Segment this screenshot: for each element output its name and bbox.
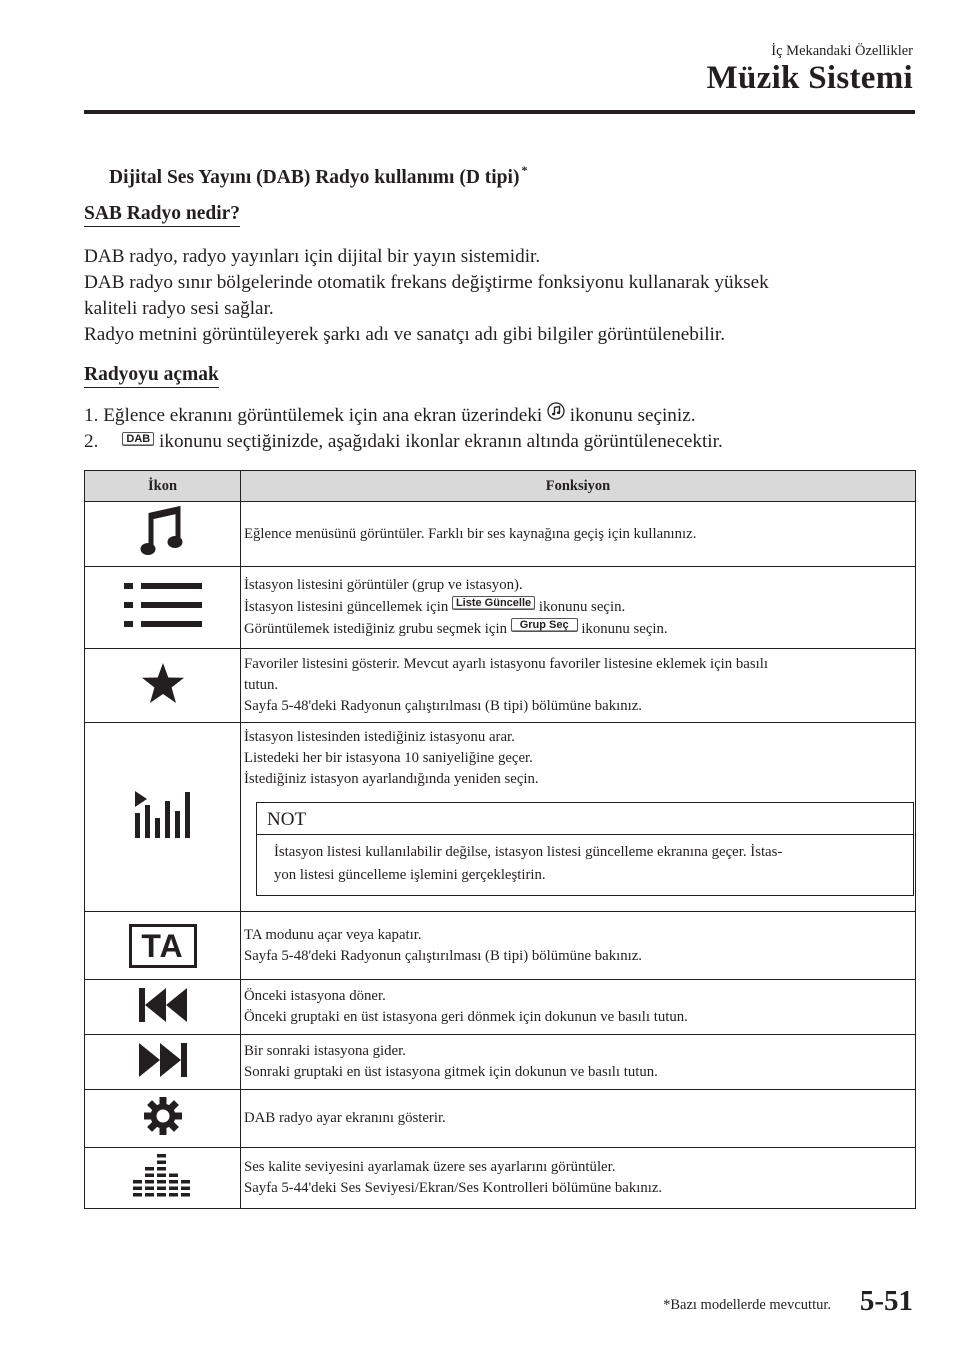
ta-icon — [129, 924, 197, 968]
star-icon — [141, 662, 185, 704]
note-title: NOT — [257, 803, 913, 835]
dab-button-badge: DAB — [122, 432, 154, 446]
function-line: TA modunu açar veya kapatır. — [244, 926, 422, 943]
list-update-button-badge: Liste Güncelle — [452, 596, 535, 610]
skip-next-icon — [138, 1042, 188, 1078]
music-note-icon — [547, 402, 565, 428]
table-row — [85, 723, 916, 912]
column-header-icon: İkon — [85, 471, 241, 502]
function-cell — [241, 980, 916, 1035]
music-note-icon — [140, 505, 186, 559]
icon-cell — [85, 567, 241, 649]
function-line: DAB radyo ayar ekranını gösterir. — [244, 1110, 446, 1126]
skip-previous-icon — [138, 987, 188, 1023]
function-line: Ses kalite seviyesini ayarlamak üzere ses ayarlarını görüntüler. — [244, 1159, 616, 1175]
icon-cell — [85, 723, 241, 912]
table-row — [85, 1090, 916, 1148]
step-2-number: 2. — [84, 431, 99, 452]
function-line: İstasyon listesinden istediğiniz istasyonu arar. — [244, 729, 515, 745]
function-cell — [241, 912, 916, 980]
function-cell — [241, 502, 916, 567]
header-chapter-title: Müzik Sistemi — [706, 60, 913, 96]
function-line: Eğlence menüsünü görüntüler. Farklı bir ses kaynağına geçiş için kullanınız. — [244, 525, 697, 542]
step-1-text: Eğlence ekranını görüntülemek için ana ekran üzerindeki — [103, 405, 543, 426]
function-line-text: ikonunu seçin. — [538, 599, 626, 615]
function-line: Sayfa 5-44'deki Ses Seviyesi/Ekran/Ses Kontrolleri bölümüne bakınız. — [244, 1180, 663, 1196]
footnote: *Bazı modellerde mevcuttur. — [663, 1297, 831, 1313]
function-line-text: İstasyon listesini güncellemek için — [244, 599, 449, 615]
function-line: Listedeki her bir istasyona 10 saniyeliğine geçer. — [244, 750, 533, 766]
function-line: İstasyon listesini görüntüler (grup ve istasyon). — [244, 577, 523, 593]
function-line: Sonraki gruptaki en üst istasyona gitmek için dokunun ve basılı tutun. — [244, 1064, 658, 1080]
function-cell — [241, 567, 916, 649]
function-line: Önceki gruptaki en üst istasyona geri dönmek için dokunun ve basılı tutun. — [244, 1009, 688, 1025]
what-is-paragraph — [84, 244, 769, 348]
function-cell — [241, 649, 916, 723]
equalizer-icon — [133, 1153, 193, 1199]
table-row — [85, 1148, 916, 1209]
note-box — [256, 802, 914, 896]
function-cell — [241, 1035, 916, 1090]
icon-cell — [85, 980, 241, 1035]
what-is-line: DAB radyo, radyo yayınları için dijital bir yayın sistemidir. — [84, 246, 541, 267]
what-is-line: kaliteli radyo sesi sağlar. — [84, 298, 274, 319]
icon-cell — [85, 1148, 241, 1209]
what-is-line: DAB radyo sınır bölgelerinde otomatik frekans değiştirme fonksiyonu kullanarak yüksek — [84, 272, 769, 293]
function-line: Favoriler listesini gösterir. Mevcut ayarlı istasyonu favoriler listesine eklemek için basılı — [244, 656, 768, 672]
function-cell — [241, 723, 916, 912]
function-line: tutun. — [244, 677, 279, 693]
step-2 — [84, 429, 723, 455]
function-line — [244, 596, 911, 618]
function-line: Bir sonraki istasyona gider. — [244, 1043, 406, 1059]
table-row — [85, 502, 916, 567]
table-row — [85, 912, 916, 980]
section-title — [109, 163, 527, 189]
function-cell — [241, 1148, 916, 1209]
step-1 — [84, 402, 696, 429]
icon-cell — [85, 912, 241, 980]
icon-cell — [85, 1035, 241, 1090]
function-line-text: Görüntülemek istediğiniz grubu seçmek için — [244, 621, 507, 637]
table-row — [85, 980, 916, 1035]
table-header-row — [85, 471, 916, 502]
turning-on-heading: Radyoyu açmak — [84, 364, 219, 388]
icon-cell — [85, 649, 241, 723]
function-line: İstediğiniz istasyon ayarlandığında yeniden seçin. — [244, 771, 539, 787]
section-title-text: Dijital Ses Yayını (DAB) Radyo kullanımı (D tipi) — [109, 167, 520, 188]
table-row — [85, 649, 916, 723]
note-body — [257, 835, 913, 895]
table-row — [85, 1035, 916, 1090]
ta-icon-text: TA — [141, 927, 184, 964]
icon-cell — [85, 1090, 241, 1148]
header-divider — [84, 110, 915, 114]
function-cell — [241, 1090, 916, 1148]
what-is-line: Radyo metnini görüntüleyerek şarkı adı ve sanatçı adı gibi bilgiler görüntülenebilir. — [84, 324, 726, 345]
function-line — [244, 618, 911, 640]
function-line: Önceki istasyona döner. — [244, 988, 386, 1004]
icon-function-table — [84, 470, 916, 1209]
what-is-heading: SAB Radyo nedir? — [84, 203, 240, 227]
column-header-function: Fonksiyon — [241, 471, 916, 502]
step-1-number: 1. — [84, 405, 99, 426]
group-select-button-badge: Grup Seç — [511, 618, 578, 632]
list-icon — [123, 581, 203, 629]
page-number: 5-51 — [859, 1285, 913, 1317]
function-line: Sayfa 5-48'deki Radyonun çalıştırılması (B tipi) bölümüne bakınız. — [244, 698, 642, 714]
gear-icon — [143, 1096, 183, 1136]
function-line: Sayfa 5-48'deki Radyonun çalıştırılması (B tipi) bölümüne bakınız. — [244, 947, 642, 964]
table-row — [85, 567, 916, 649]
step-1-text-end: ikonunu seçiniz. — [569, 405, 696, 426]
header-section-label: İç Mekandaki Özellikler — [771, 43, 913, 59]
note-line: İstasyon listesi kullanılabilir değilse, istasyon listesi güncelleme ekranına geçer. İstas- — [274, 844, 783, 860]
section-title-footnote-mark: * — [521, 163, 528, 177]
icon-cell — [85, 502, 241, 567]
scan-icon — [134, 791, 192, 839]
step-2-text: ikonunu seçtiğinizde, aşağıdaki ikonlar ekranın altında görüntülenecektir. — [159, 431, 723, 452]
function-line-text: ikonunu seçin. — [581, 621, 668, 637]
note-line: yon listesi güncelleme işlemini gerçekleştirin. — [274, 867, 546, 883]
